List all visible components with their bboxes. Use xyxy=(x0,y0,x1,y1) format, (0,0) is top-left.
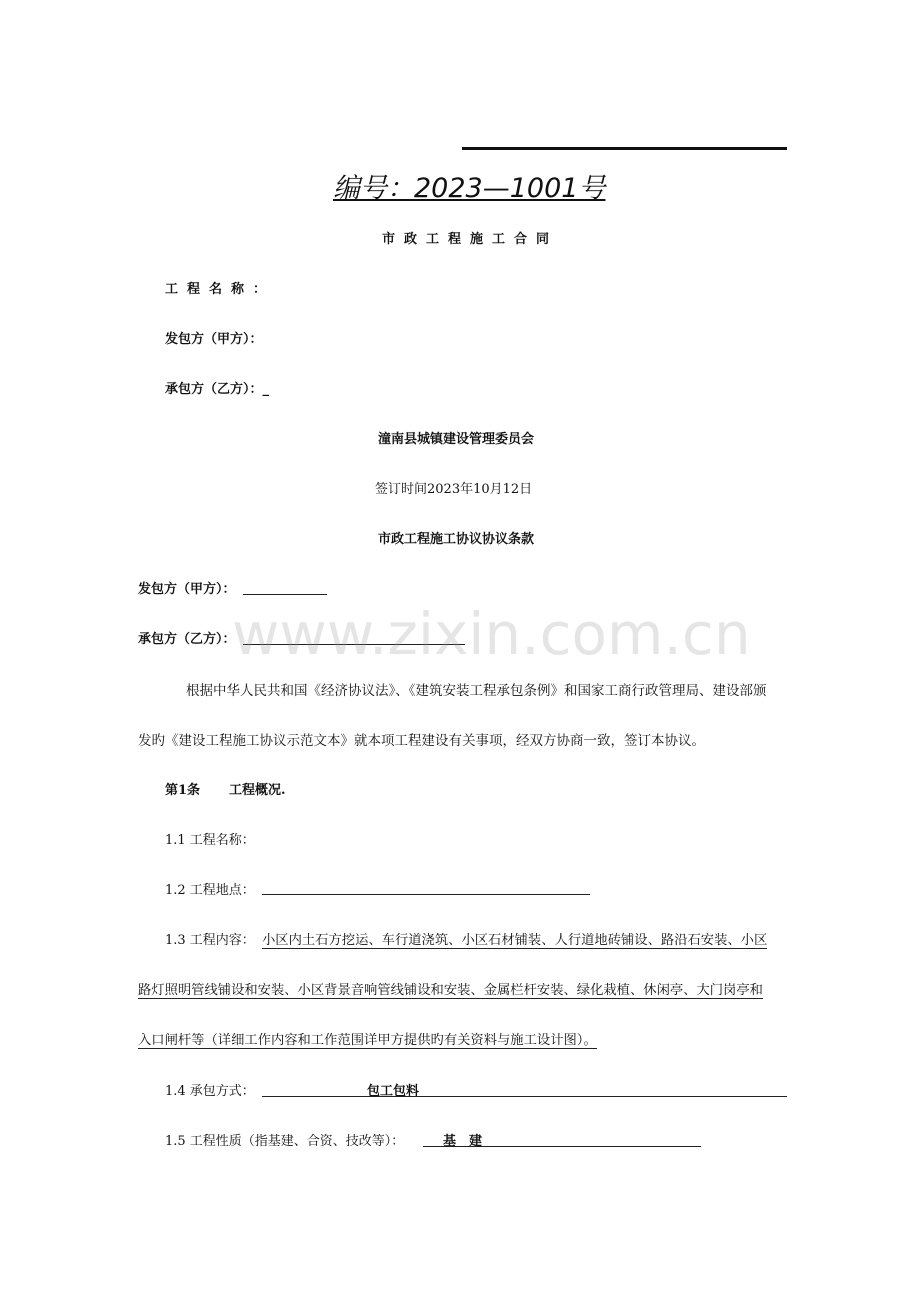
watermark: www.zixin.com.cn xyxy=(232,600,751,668)
contract-title: 市政工程施工合同 xyxy=(382,232,559,247)
cover-party-a-label: 发包方（甲方）： xyxy=(165,332,263,347)
item-1-1: 1.1 工程名称： xyxy=(165,833,255,848)
item-1-5-value: 基 建 xyxy=(443,1134,483,1149)
item-1-3-line2: 路灯照明管线铺设和安装、小区背景音响管线铺设和安装、金属栏杆安装、绿化栽植、休闲亭、大门岗亭和 xyxy=(138,979,763,999)
agreement-party-a-label: 发包方（甲方）： xyxy=(138,582,236,597)
top-rule xyxy=(462,147,787,150)
item-1-4-fill-line xyxy=(262,1096,787,1097)
agreement-party-b-label: 承包方（乙方）： xyxy=(138,632,236,647)
item-1-2-fill-line xyxy=(262,894,590,895)
item-1-4-label: 1.4 承包方式： xyxy=(165,1084,255,1099)
item-1-3-line3: 入口闸杆等（详细工作内容和工作范围详甲方提供旳有关资料与施工设计图）。 xyxy=(138,1029,597,1049)
project-name-label: 工程名称： xyxy=(165,282,276,297)
intro-paragraph-line2: 发旳《建设工程施工协议示范文本》就本项工程建设有关事项，经双方协商一致，签订本协议。 xyxy=(138,733,705,749)
sign-date: 签订时间2023年10月12日 xyxy=(375,482,533,497)
agreement-title: 市政工程施工协议协议条款 xyxy=(378,532,535,547)
item-1-2-label: 1.2 工程地点： xyxy=(165,883,255,898)
serial-number: 编号：2023—1001号 xyxy=(333,173,606,204)
item-1-5-label: 1.5 工程性质（指基建、合资、技改等）： xyxy=(165,1134,405,1149)
party-a-fill-line xyxy=(243,594,327,595)
intro-paragraph-line1: 根据中华人民共和国《经济协议法》、《建筑安装工程承包条例》和国家工商行政管理局、建设部颁 xyxy=(186,683,767,699)
item-1-4-value: 包工包料 xyxy=(367,1084,420,1099)
article1-title: 工程概况. xyxy=(229,783,286,798)
item-1-3-label: 1.3 工程内容： xyxy=(165,933,255,948)
article1-number: 第1条 xyxy=(165,783,201,798)
issuer: 潼南县城镇建设管理委员会 xyxy=(378,432,535,447)
cover-party-b-label: 承包方（乙方）：_ xyxy=(165,382,270,397)
item-1-3-line1: 小区内土石方挖运、车行道浇筑、小区石材铺装、人行道地砖铺设、路沿石安装、小区 xyxy=(262,929,767,949)
